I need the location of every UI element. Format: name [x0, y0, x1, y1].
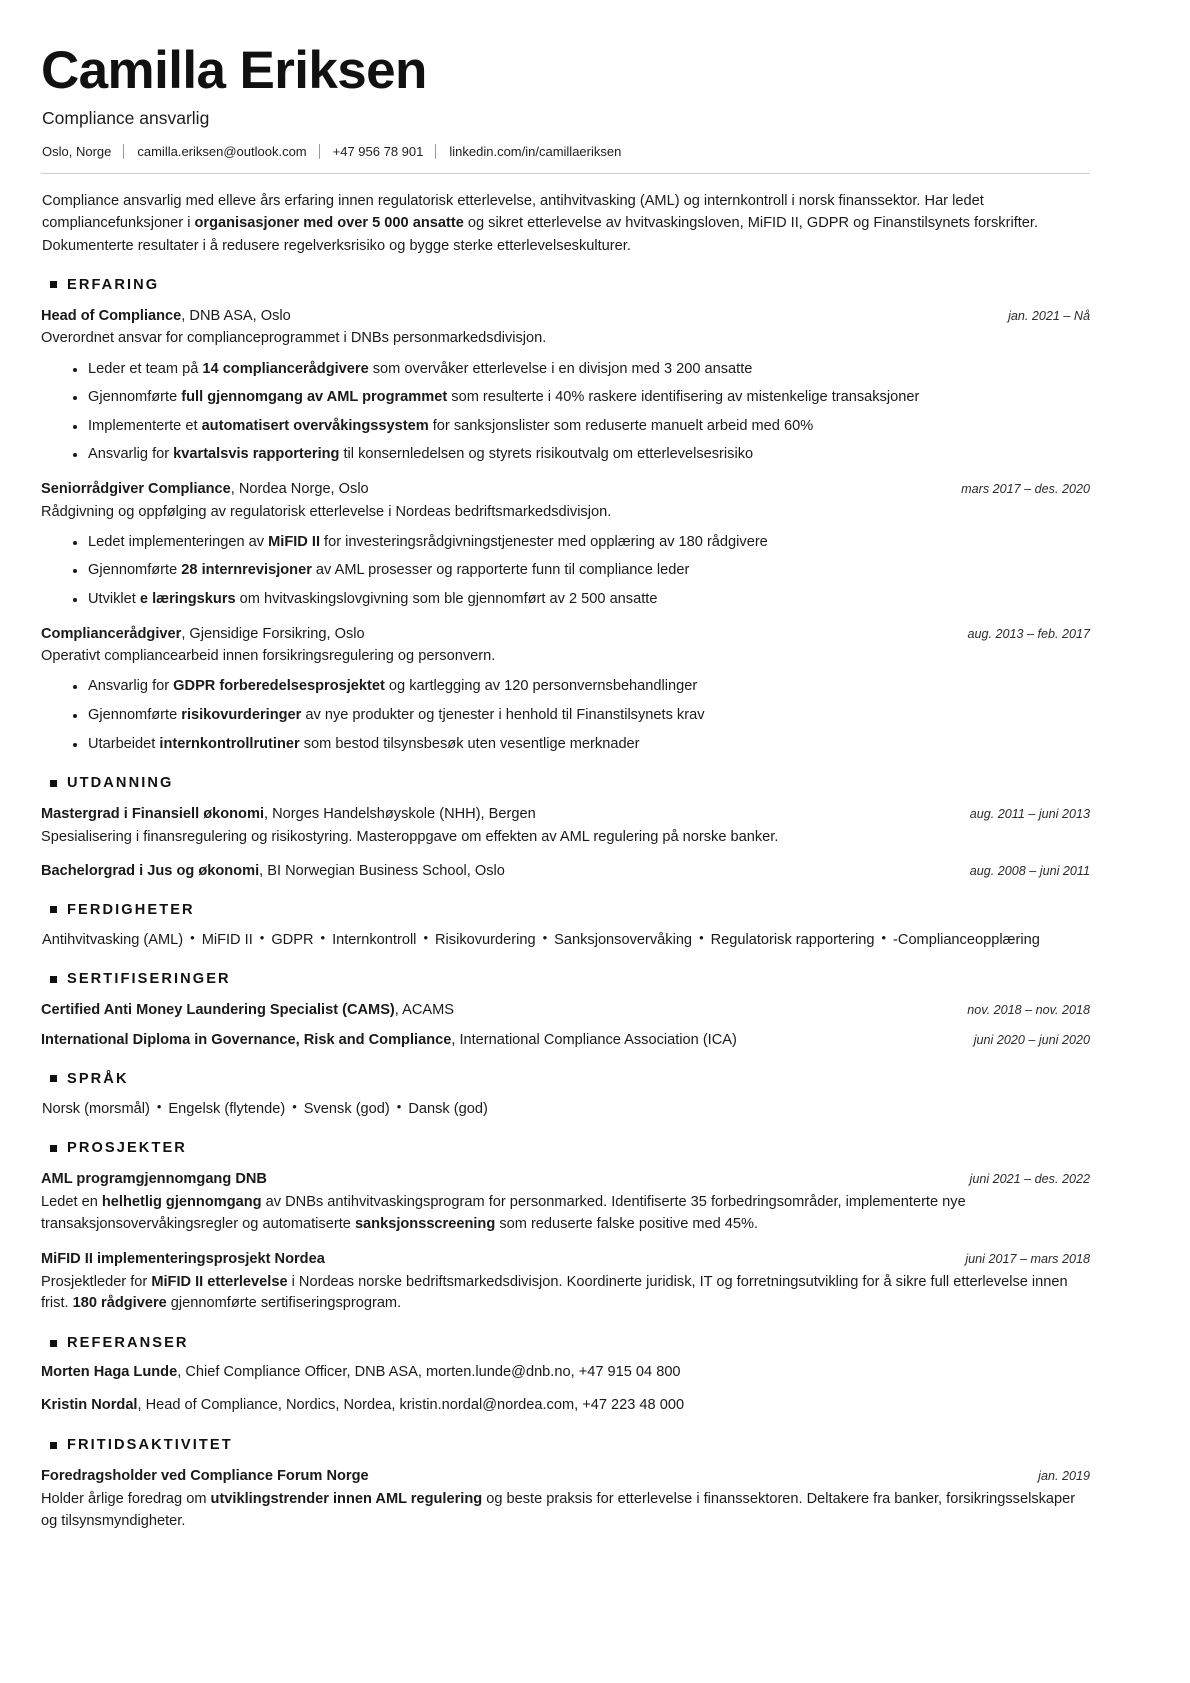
project-entry	[41, 1250, 1090, 1315]
list-item	[73, 444, 1090, 466]
education-school: , BI Norwegian Business School, Oslo	[259, 863, 505, 880]
summary-text-part1: Compliance ansvarlig med elleve års erfaring innen regulatorisk etterlevelse, antihvitvasking (AML) og internkontroll i norsk finanssektor. Har ledet compliancefunksjoner i	[42, 193, 984, 232]
list-item	[73, 676, 1090, 698]
bullet-text-post: og kartlegging av 120 personvernsbehandlinger	[384, 678, 698, 695]
project-date: juni 2017 – mars 2018	[965, 1251, 1090, 1266]
certification-title-line	[41, 1001, 454, 1021]
experience-title-line	[41, 625, 365, 645]
bullet-text-post: som bestod tilsynsbesøk uten vesentlige merknader	[299, 735, 640, 752]
bullet-text-post: av nye produkter og tjenester i henhold til Finanstilsynets krav	[301, 707, 705, 724]
section-heading-label: ERFARING	[67, 276, 160, 293]
section-heading-label: PROSJEKTER	[67, 1140, 187, 1157]
project-desc-pre: Prosjektleder for	[41, 1273, 152, 1290]
dot-separator-icon: •	[396, 1098, 402, 1114]
list-item	[73, 589, 1090, 611]
contact-divider	[435, 144, 436, 159]
project-desc-post: gjennomførte sertifiseringsprogram.	[166, 1295, 402, 1312]
reference-details: , Head of Compliance, Nordics, Nordea, kristin.nordal@nordea.com, +47 223 48 000	[137, 1397, 685, 1414]
activity-title: Foredragsholder ved Compliance Forum Norge	[41, 1468, 369, 1485]
dot-separator-icon: •	[292, 1098, 297, 1114]
experience-summary: Rådgivning og oppfølging av regulatorisk etterlevelse i Nordeas bedriftsmarkedsdivisjon.	[41, 503, 612, 520]
activity-entry-header	[41, 1467, 1090, 1487]
reference-name: Kristin Nordal	[41, 1397, 138, 1414]
skill-item: Regulatorisk rapportering	[710, 931, 875, 948]
square-bullet-icon	[50, 1442, 57, 1449]
education-entry	[41, 862, 1090, 882]
experience-date: aug. 2013 – feb. 2017	[967, 626, 1090, 641]
activity-entry	[41, 1467, 1090, 1532]
experience-company: , Nordea Norge, Oslo	[230, 480, 369, 497]
experience-bullet-list	[41, 532, 1090, 611]
education-entry	[41, 805, 1090, 848]
certification-entry	[41, 1001, 1090, 1021]
list-item	[73, 734, 1090, 756]
summary-text-part2: og sikret etterlevelse av hvitvaskingsloven, MiFID II, GDPR og Finanstilsynets forskrifter. Dokumenterte resultater i å redusere regelverksrisiko og bygge sterke etterlevelseskulturer.	[42, 215, 1039, 254]
section-heading-skills	[50, 902, 1090, 918]
education-summary: Spesialisering i finansregulering og risikostyring. Masteroppgave om effekten av AML regulering på norske banker.	[41, 828, 779, 845]
experience-role: Compliancerådgiver	[41, 625, 182, 642]
dot-separator-icon: •	[423, 929, 428, 945]
list-item	[73, 560, 1090, 582]
resume-header	[41, 42, 1090, 174]
page-title: Camilla Eriksen	[41, 41, 427, 100]
skill-item: GDPR	[271, 931, 314, 948]
experience-company: , Gjensidige Forsikring, Oslo	[181, 625, 365, 642]
project-desc-bold: MiFID II etterlevelse	[151, 1273, 288, 1290]
bullet-text-bold: internkontrollrutiner	[159, 735, 300, 752]
languages-list	[42, 1097, 1090, 1121]
square-bullet-icon	[50, 906, 57, 913]
experience-entry	[41, 625, 1090, 756]
project-title-line	[41, 1250, 325, 1270]
bullet-text-bold: e læringskurs	[139, 591, 236, 607]
education-degree: Mastergrad i Finansiell økonomi	[41, 806, 265, 823]
certification-entry-header	[41, 1031, 1090, 1051]
project-desc-post: som reduserte falske positive med 45%.	[495, 1215, 759, 1232]
experience-summary: Overordnet ansvar for complianceprogrammet i DNBs personmarkedsdivisjon.	[41, 330, 547, 347]
square-bullet-icon	[50, 281, 57, 288]
activity-title-line	[41, 1467, 369, 1487]
bullet-text-post: som resulterte i 40% raskere identifisering av mistenkelige transaksjoner	[447, 389, 920, 406]
reference-details: , Chief Compliance Officer, DNB ASA, morten.lunde@dnb.no, +47 915 04 800	[177, 1364, 681, 1381]
dot-separator-icon: •	[699, 929, 704, 945]
certification-date: nov. 2018 – nov. 2018	[967, 1003, 1090, 1018]
certification-name: Certified Anti Money Laundering Specialist (CAMS)	[41, 1002, 395, 1019]
experience-role: Seniorrådgiver Compliance	[41, 480, 231, 497]
contact-phone[interactable]: +47 956 78 901	[332, 144, 424, 160]
skill-item: Antihvitvasking (AML)	[42, 931, 184, 948]
bullet-text-post: for sanksjonslister som reduserte manuelt arbeid med 60%	[428, 417, 814, 434]
project-description	[41, 1272, 1090, 1316]
section-heading-experience	[50, 277, 1090, 293]
education-entry-header	[41, 862, 1090, 882]
experience-date: jan. 2021 – Nå	[1008, 308, 1090, 323]
experience-company: , DNB ASA, Oslo	[181, 307, 291, 324]
experience-bullet-list	[41, 676, 1090, 755]
education-title-line	[41, 862, 505, 882]
experience-entry-header	[41, 480, 1090, 500]
certification-title-line	[41, 1031, 737, 1051]
square-bullet-icon	[50, 976, 57, 983]
section-heading-label: SPRÅK	[67, 1070, 129, 1087]
education-date: aug. 2011 – juni 2013	[969, 807, 1090, 822]
list-item	[73, 387, 1090, 409]
section-heading-projects	[50, 1140, 1090, 1156]
project-entry	[41, 1170, 1090, 1235]
square-bullet-icon	[50, 1075, 57, 1082]
section-projects	[41, 1140, 1090, 1315]
education-entry-header	[41, 805, 1090, 825]
section-heading-education	[50, 775, 1090, 791]
section-heading-label: FRITIDSAKTIVITET	[67, 1437, 233, 1454]
certification-issuer: , ACAMS	[394, 1002, 454, 1019]
dot-separator-icon: •	[190, 929, 195, 945]
list-item	[73, 359, 1090, 381]
bullet-text-pre: Ansvarlig for	[88, 446, 174, 463]
reference-entry	[41, 1362, 1090, 1384]
contact-divider	[319, 144, 320, 159]
contact-location: Oslo, Norge	[42, 144, 112, 160]
section-references	[41, 1335, 1090, 1417]
section-heading-activities	[50, 1437, 1090, 1453]
project-title-line	[41, 1170, 267, 1190]
skill-item: Internkontroll	[332, 931, 417, 948]
skill-item: Sanksjonsovervåking	[554, 931, 693, 948]
education-title-line	[41, 805, 536, 825]
project-entry-header	[41, 1170, 1090, 1190]
project-entry-header	[41, 1250, 1090, 1270]
certification-date: juni 2020 – juni 2020	[973, 1033, 1090, 1048]
project-desc-mid: av DNBs antihvitvaskingsprogram for personmarked. Identifiserte 35 forbedringsområder, implementerte nye transaksjonsovervåkingsregler og automatiserte	[41, 1194, 966, 1232]
section-languages	[41, 1071, 1090, 1121]
section-heading-references	[50, 1335, 1090, 1351]
section-skills	[41, 902, 1090, 952]
project-title: AML programgjennomgang DNB	[41, 1171, 267, 1188]
experience-summary: Operativt compliancearbeid innen forsikringsregulering og personvern.	[41, 648, 496, 665]
bullet-text-bold: automatisert overvåkingssystem	[201, 417, 429, 434]
activity-desc-bold: utviklingstrender innen AML regulering	[210, 1490, 483, 1507]
experience-entry-header	[41, 307, 1090, 327]
certification-issuer: , International Compliance Association (ICA)	[451, 1032, 737, 1049]
contact-email[interactable]: camilla.eriksen@outlook.com	[137, 144, 307, 160]
bullet-text-post: for investeringsrådgivningstjenester med opplæring av 180 rådgivere	[320, 533, 768, 550]
experience-title-line	[41, 307, 291, 327]
bullet-text-bold: GDPR forberedelsesprosjektet	[173, 678, 385, 695]
list-item	[73, 532, 1090, 554]
list-item	[73, 705, 1090, 727]
list-item	[73, 416, 1090, 438]
bullet-text-bold: 28 internrevisjoner	[181, 562, 312, 579]
dot-separator-icon: •	[881, 929, 887, 945]
section-heading-label: FERDIGHETER	[67, 901, 195, 918]
section-heading-label: REFERANSER	[67, 1335, 189, 1352]
bullet-text-pre: Gjennomførte	[88, 562, 182, 579]
bullet-text-pre: Utviklet	[88, 591, 140, 607]
bullet-text-bold: full gjennomgang av AML programmet	[181, 389, 448, 406]
language-item: Engelsk (flytende)	[168, 1100, 286, 1117]
bullet-text-pre: Gjennomførte	[88, 389, 182, 406]
project-desc-bold: helhetlig gjennomgang	[101, 1194, 262, 1211]
square-bullet-icon	[50, 780, 57, 787]
bullet-text-pre: Ledet implementeringen av	[88, 533, 269, 550]
section-activities	[41, 1437, 1090, 1532]
project-description	[41, 1192, 1090, 1236]
skill-item: Risikovurdering	[435, 931, 536, 948]
professional-headline: Compliance ansvarlig	[42, 108, 210, 129]
project-title: MiFID II implementeringsprosjekt Nordea	[41, 1250, 325, 1267]
project-desc-mid: i Nordeas norske bedriftsmarkedsdivisjon. Koordinerte juridisk, IT og forretningsutvikling for å sikre full etterlevelse innen frist.	[41, 1273, 1068, 1312]
education-school: , Norges Handelshøyskole (NHH), Bergen	[264, 806, 536, 823]
experience-role: Head of Compliance	[41, 307, 182, 324]
language-item: Norsk (morsmål)	[42, 1100, 150, 1117]
bullet-text-pre: Implementerte et	[88, 417, 202, 434]
education-degree: Bachelorgrad i Jus og økonomi	[41, 863, 260, 880]
section-heading-certifications	[50, 971, 1090, 987]
certification-name: International Diploma in Governance, Risk and Compliance	[41, 1032, 452, 1049]
bullet-text-bold: MiFID II	[268, 533, 320, 550]
experience-entry	[41, 307, 1090, 466]
square-bullet-icon	[50, 1145, 57, 1152]
skill-item: -Complianceopplæring	[893, 931, 1040, 948]
experience-entry-header	[41, 625, 1090, 645]
project-desc-bold: sanksjonsscreening	[354, 1215, 496, 1232]
certification-entry	[41, 1031, 1090, 1051]
bullet-text-post: som overvåker etterlevelse i en divisjon med 3 200 ansatte	[368, 360, 753, 377]
contact-linkedin[interactable]: linkedin.com/in/camillaeriksen	[449, 144, 622, 160]
education-date: aug. 2008 – juni 2011	[969, 864, 1090, 879]
project-desc-bold: 180 rådgivere	[72, 1295, 167, 1312]
bullet-text-post: av AML prosesser og rapporterte funn til compliance leder	[311, 562, 690, 579]
experience-bullet-list	[41, 359, 1090, 466]
experience-entry	[41, 480, 1090, 611]
section-certifications	[41, 971, 1090, 1050]
reference-entry	[41, 1395, 1090, 1417]
skills-list	[42, 928, 1090, 952]
square-bullet-icon	[50, 1340, 57, 1347]
activity-description	[41, 1489, 1090, 1533]
dot-separator-icon: •	[259, 929, 265, 945]
section-heading-label: UTDANNING	[67, 775, 174, 792]
bullet-text-pre: Utarbeidet	[88, 735, 160, 752]
profile-summary	[42, 190, 1090, 257]
contact-row	[42, 144, 1090, 159]
bullet-text-post: til konsernledelsen og styrets risikoutvalg om etterlevelsesrisiko	[339, 446, 754, 463]
experience-title-line	[41, 480, 369, 500]
section-experience	[41, 277, 1090, 755]
bullet-text-pre: Leder et team på	[88, 360, 203, 377]
skill-item: MiFID II	[201, 931, 253, 948]
dot-separator-icon: •	[542, 929, 548, 945]
activity-date: jan. 2019	[1038, 1469, 1090, 1484]
experience-date: mars 2017 – des. 2020	[961, 481, 1090, 496]
project-date: juni 2021 – des. 2022	[969, 1172, 1090, 1187]
reference-name: Morten Haga Lunde	[41, 1364, 178, 1381]
section-education	[41, 775, 1090, 882]
bullet-text-bold: risikovurderinger	[181, 707, 302, 724]
certification-entry-header	[41, 1001, 1090, 1021]
language-item: Dansk (god)	[408, 1100, 488, 1117]
contact-divider	[123, 144, 124, 159]
language-item: Svensk (god)	[303, 1100, 390, 1117]
section-heading-languages	[50, 1071, 1090, 1087]
header-divider	[41, 173, 1090, 174]
bullet-text-pre: Ansvarlig for	[88, 678, 174, 695]
section-heading-label: SERTIFISERINGER	[67, 971, 231, 988]
bullet-text-pre: Gjennomførte	[88, 707, 182, 724]
bullet-text-post: om hvitvaskingslovgivning som ble gjennomført av 2 500 ansatte	[235, 591, 658, 607]
bullet-text-bold: kvartalsvis rapportering	[173, 446, 340, 463]
bullet-text-bold: 14 compliancerådgivere	[202, 360, 369, 377]
project-desc-pre: Ledet en	[41, 1194, 102, 1211]
activity-desc-post: og beste praksis for etterlevelse i finanssektoren. Deltakere fra banker, forsikringsselskaper og tilsynsmyndigheter.	[41, 1490, 1076, 1529]
activity-desc-pre: Holder årlige foredrag om	[41, 1490, 211, 1507]
dot-separator-icon: •	[156, 1098, 162, 1114]
dot-separator-icon: •	[320, 929, 326, 945]
summary-highlight: organisasjoner med over 5 000 ansatte	[194, 215, 464, 232]
